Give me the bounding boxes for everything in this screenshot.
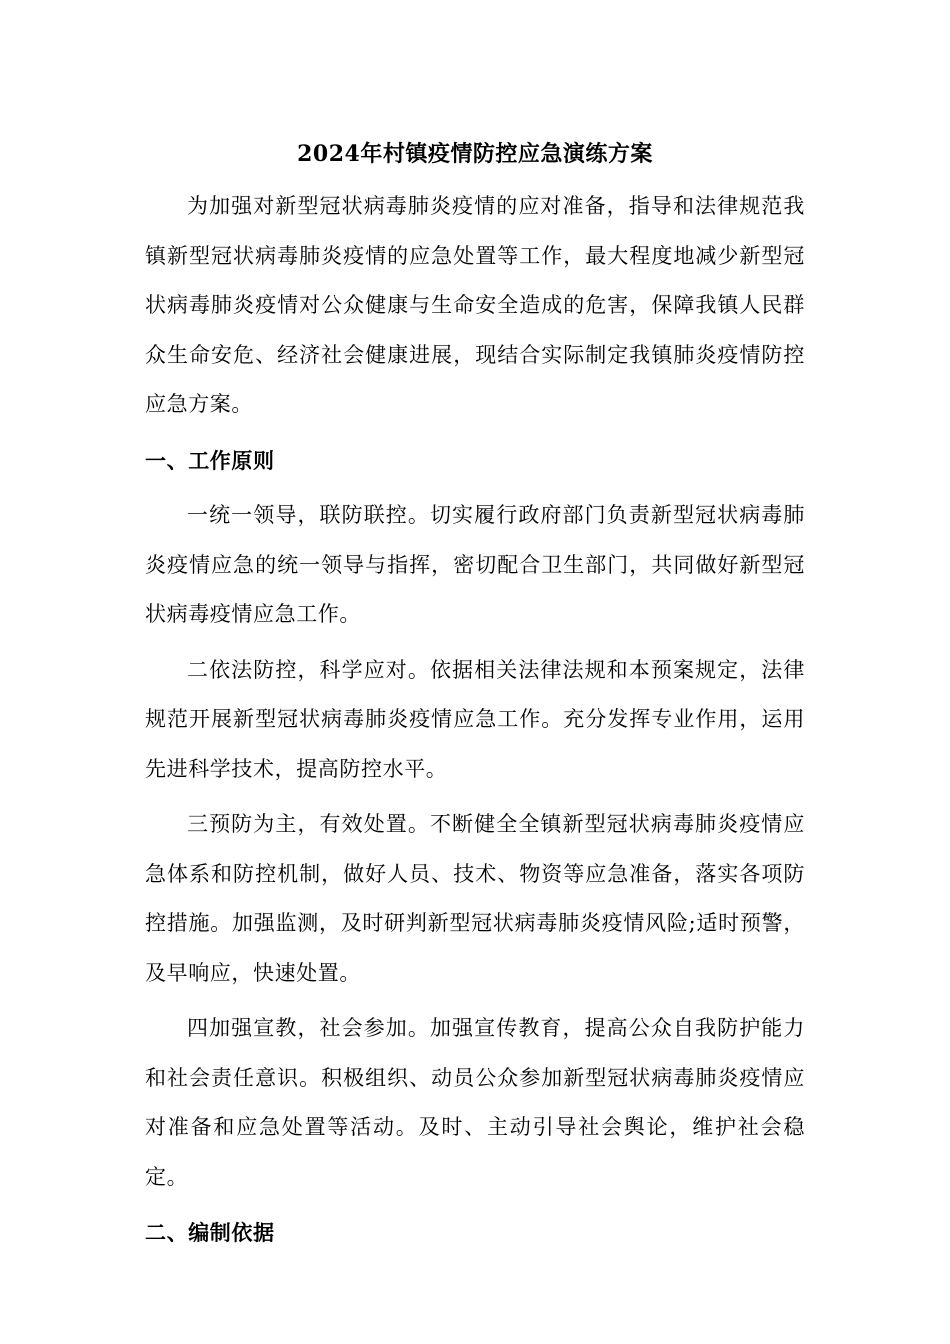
principle-paragraph-1: 一统一领导，联防联控。切实履行政府部门负责新型冠状病毒肺炎疫情应急的统一领导与指挥，密切配合卫生部门，共同做好新型冠状病毒疫情应急工作。	[145, 503, 805, 626]
section-heading-work-principles: 一、工作原则	[145, 447, 275, 473]
section-heading-compilation-basis: 二、编制依据	[145, 1220, 275, 1245]
principle-paragraph-2: 二依法防控，科学应对。依据相关法律法规和本预案规定，法律规范开展新型冠状病毒肺炎疫情应急工作。充分发挥专业作用，运用先进科学技术，提高防控水平。	[145, 657, 805, 781]
principle-paragraph-3: 三预防为主，有效处置。不断健全全镇新型冠状病毒肺炎疫情应急体系和防控机制，做好人员、技术、物资等应急准备，落实各项防控措施。加强监测，及时研判新型冠状病毒肺炎疫情风险;适时预警，及早响应，快速处置。	[145, 812, 805, 985]
section-work-principles	[145, 436, 805, 1203]
document-title: 2024年村镇疫情防控应急演练方案	[297, 141, 653, 167]
intro-paragraph: 为加强对新型冠状病毒肺炎疫情的应对准备，指导和法律规范我镇新型冠状病毒肺炎疫情的应急处置等工作，最大程度地减少新型冠状病毒肺炎疫情对公众健康与生命安全造成的危害，保障我镇人民群众生命安危、经济社会健康进展，现结合实际制定我镇肺炎疫情防控应急方案。	[145, 194, 805, 416]
document-page	[145, 138, 805, 1258]
section-compilation-basis	[145, 1208, 805, 1258]
principle-paragraph-4: 四加强宣教，社会参加。加强宣传教育，提高公众自我防护能力和社会责任意识。积极组织、动员公众参加新型冠状病毒肺炎疫情应对准备和应急处置等活动。及时、主动引导社会舆论，维护社会稳定。	[145, 1016, 805, 1189]
